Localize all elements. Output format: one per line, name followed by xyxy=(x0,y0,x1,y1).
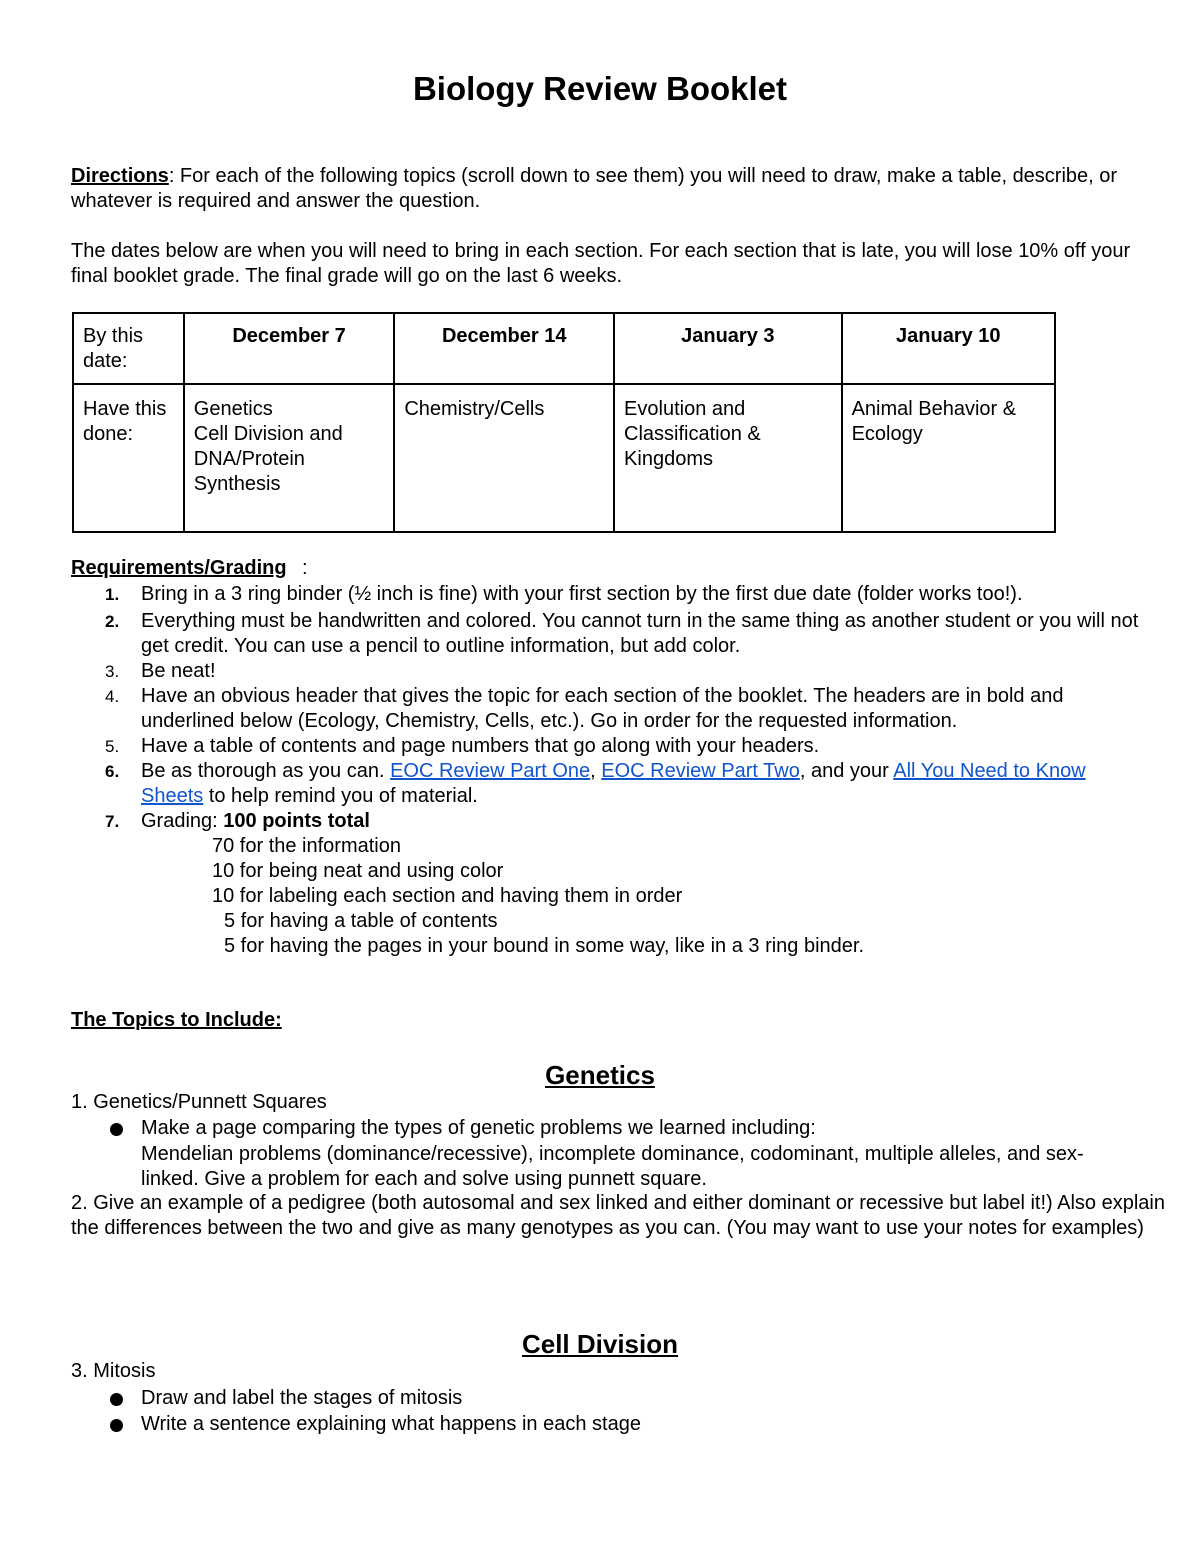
bullet-icon xyxy=(110,1123,123,1136)
topics-heading: The Topics to Include: xyxy=(71,1009,282,1031)
genetics-item-1: 1. Genetics/Punnett Squares xyxy=(71,1091,327,1113)
mitosis-bullet-1: Draw and label the stages of mitosis xyxy=(141,1387,463,1409)
grading-total: 100 points total xyxy=(223,810,370,832)
genetics-bullet-1: Make a page comparing the types of genetic problems we learned including: xyxy=(141,1117,816,1139)
schedule-topic: Chemistry/Cells xyxy=(394,384,614,532)
list-item xyxy=(71,659,1151,684)
requirements-heading-text: Requirements/Grading xyxy=(71,557,287,579)
directions-label: Directions xyxy=(71,165,169,187)
separator: , xyxy=(590,760,602,782)
schedule-date: January 3 xyxy=(614,313,842,384)
list-text: Be as thorough as you can. xyxy=(141,760,391,782)
grading-line: 5 for having the pages in your bound in some way, like in a 3 ring binder. xyxy=(224,935,865,957)
mitosis-item: 3. Mitosis xyxy=(71,1360,156,1382)
schedule-date: December 7 xyxy=(184,313,395,384)
list-text: Have an obvious header that gives the topic for each section of the booklet. The headers are in bold and underlined below (Ecology, Chemistry, Cells, etc.). Go in order for the requested information. xyxy=(141,685,1064,732)
list-number: 2. xyxy=(105,612,120,631)
document-title: Biology Review Booklet xyxy=(412,70,788,107)
schedule-date: December 14 xyxy=(394,313,614,384)
list-number: 7. xyxy=(105,812,120,831)
grading-line: 10 for being neat and using color xyxy=(212,860,504,882)
list-item xyxy=(71,582,1151,607)
list-item xyxy=(71,684,1151,734)
cell-division-heading: Cell Division xyxy=(521,1329,679,1359)
all-you-need-to-know-sheets-link[interactable]: All You Need to Know Sheets xyxy=(141,760,1086,807)
list-text: Bring in a 3 ring binder (½ inch is fine) with your first section by the first due date (folder works too!). xyxy=(141,583,1023,605)
dates-note: The dates below are when you will need to bring in each section. For each section that is late, you will lose 10% off your final booklet grade. The final grade will go on the last 6 weeks. xyxy=(71,240,1131,287)
list-number: 6. xyxy=(105,762,120,781)
requirements-colon: : xyxy=(302,557,308,579)
schedule-topic: Genetics Cell Division and DNA/Protein Synthesis xyxy=(184,384,395,532)
schedule-date-row xyxy=(73,313,1055,384)
schedule-topic-row xyxy=(73,384,1055,532)
list-text: to help remind you of material. xyxy=(203,785,478,807)
schedule-topic: Evolution and Classification & Kingdoms xyxy=(614,384,842,532)
separator: , and your xyxy=(799,760,894,782)
genetics-heading: Genetics xyxy=(545,1060,655,1090)
requirements-heading xyxy=(71,557,287,580)
directions-text: : For each of the following topics (scroll down to see them) you will need to draw, make a table, describe, or whatever is required and answer the question. xyxy=(71,165,1118,212)
requirements-list xyxy=(71,582,1151,834)
mitosis-bullet-2: Write a sentence explaining what happens in each stage xyxy=(141,1413,641,1435)
list-number: 3. xyxy=(105,662,120,681)
list-number: 4. xyxy=(105,687,120,706)
schedule-row1-label: By this date: xyxy=(73,313,184,384)
list-item xyxy=(71,809,1151,834)
grading-line: 70 for the information xyxy=(212,835,401,857)
list-number: 5. xyxy=(105,737,120,756)
schedule-date: January 10 xyxy=(842,313,1055,384)
list-text: Have a table of contents and page numbers that go along with your headers. xyxy=(141,735,820,757)
eoc-review-part-one-link[interactable]: EOC Review Part One xyxy=(390,760,591,782)
grading-line: 10 for labeling each section and having them in order xyxy=(212,885,683,907)
eoc-review-part-two-link[interactable]: EOC Review Part Two xyxy=(601,760,800,782)
schedule-table xyxy=(72,312,1056,533)
list-text: Grading: xyxy=(141,810,224,832)
list-item xyxy=(71,759,1151,809)
directions-paragraph xyxy=(71,164,1131,214)
schedule-topic: Animal Behavior & Ecology xyxy=(842,384,1055,532)
genetics-bullet-1-continuation: Mendelian problems (dominance/recessive), incomplete dominance, codominant, multiple alleles, and sex-linked. Give a problem for each and solve using punnett square. xyxy=(141,1143,1084,1190)
list-item xyxy=(71,734,1151,759)
list-number: 1. xyxy=(105,585,120,604)
schedule-row2-label: Have this done: xyxy=(73,384,184,532)
list-text: Be neat! xyxy=(141,660,216,682)
list-item xyxy=(71,609,1151,659)
bullet-icon xyxy=(110,1393,123,1406)
grading-line: 5 for having a table of contents xyxy=(224,910,498,932)
list-text: Everything must be handwritten and colored. You cannot turn in the same thing as another student or you will not get credit. You can use a pencil to outline information, but add color. xyxy=(141,610,1139,657)
bullet-icon xyxy=(110,1419,123,1432)
genetics-item-2: 2. Give an example of a pedigree (both autosomal and sex linked and either dominant or recessive but label it!) Also explain the differences between the two and give as many genotypes as you can. (You may want to use your notes for examples) xyxy=(71,1192,1165,1239)
